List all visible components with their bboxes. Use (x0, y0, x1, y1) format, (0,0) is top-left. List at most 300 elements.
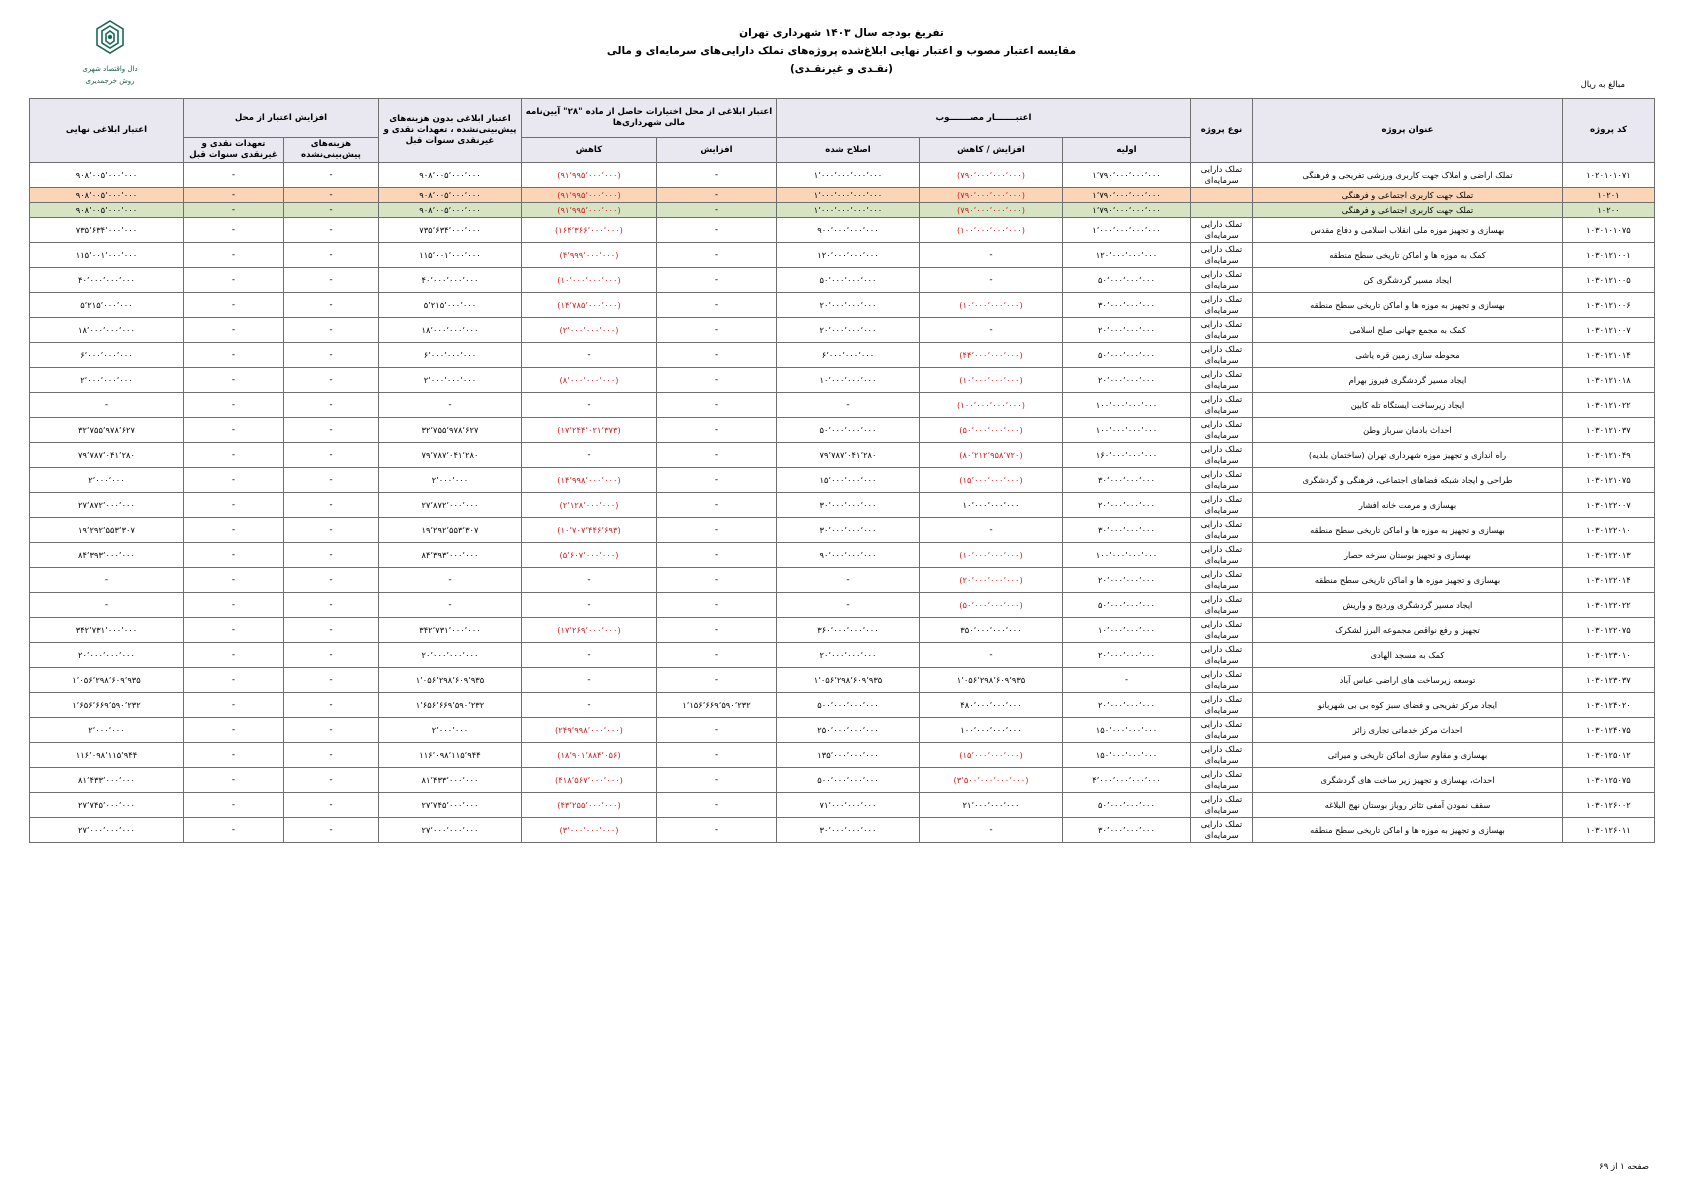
cell-prior-commitments: - (183, 368, 283, 393)
cell-initial: ۳۰٬۰۰۰٬۰۰۰٬۰۰۰ (1063, 518, 1191, 543)
th-code: کد پروژه (1563, 99, 1655, 163)
cell-article28-increase: - (656, 818, 776, 843)
cell-increase-decrease: - (920, 268, 1063, 293)
table-row (29, 418, 1654, 443)
table-row (29, 493, 1654, 518)
cell-unforeseen-costs: - (283, 188, 378, 203)
cell-prior-commitments: - (183, 343, 283, 368)
cell-revised: ۳۰٬۰۰۰٬۰۰۰٬۰۰۰ (776, 818, 919, 843)
cell-unforeseen-costs: - (283, 518, 378, 543)
th-initial: اولیه (1063, 138, 1191, 163)
cell-increase-decrease: ۳۵۰٬۰۰۰٬۰۰۰٬۰۰۰ (920, 618, 1063, 643)
cell-article28-increase: - (656, 218, 776, 243)
report-title-line-1: تفریغ بودجه سال ۱۴۰۳ شهرداری تهران (739, 27, 944, 39)
cell-unforeseen-costs: - (283, 718, 378, 743)
cell-unforeseen-costs: - (283, 243, 378, 268)
cell-prior-commitments: - (183, 163, 283, 188)
th-revised: اصلاح شده (776, 138, 919, 163)
cell-prior-commitments: - (183, 693, 283, 718)
th-increase-from-group: افزایش اعتبار از محل (183, 99, 378, 138)
cell-revised: - (776, 568, 919, 593)
cell-final: - (29, 393, 183, 418)
cell-increase-decrease: (۷۹۰٬۰۰۰٬۰۰۰٬۰۰۰) (920, 163, 1063, 188)
units-note: مبالغ به ریال (1580, 80, 1625, 90)
cell-increase-decrease: ۲۱٬۰۰۰٬۰۰۰٬۰۰۰ (920, 793, 1063, 818)
cell-prior-commitments: - (183, 493, 283, 518)
cell-code: ۱۰۲۰۱۰۱۰۷۱ (1563, 163, 1655, 188)
cell-project: بهسازی و مقاوم سازی اماکن تاریخی و میراثی (1253, 743, 1563, 768)
cell-article28-decrease: - (521, 693, 656, 718)
th-without-costs: اعتبار ابلاغی بدون هزینه‌های پیش‌بینی‌نشده ، تعهدات نقدی و غیرنقدی سنوات قبل (378, 99, 521, 163)
cell-code: ۱۰۳۰۱۲۵۰۷۵ (1563, 768, 1655, 793)
cell-unforeseen-costs: - (283, 393, 378, 418)
table-row (29, 818, 1654, 843)
th-increase-decrease: افزایش / کاهش (920, 138, 1063, 163)
cell-code: ۱۰۳۰۱۲۱۰۷۵ (1563, 468, 1655, 493)
cell-unforeseen-costs: - (283, 768, 378, 793)
tehran-municipality-logo (50, 18, 170, 86)
cell-prior-commitments: - (183, 743, 283, 768)
table-row (29, 518, 1654, 543)
cell-initial: ۴٬۰۰۰٬۰۰۰٬۰۰۰٬۰۰۰ (1063, 768, 1191, 793)
cell-article28-increase: - (656, 718, 776, 743)
cell-increase-decrease: (۳٬۵۰۰٬۰۰۰٬۰۰۰٬۰۰۰) (920, 768, 1063, 793)
cell-increase-decrease: (۱۰٬۰۰۰٬۰۰۰٬۰۰۰) (920, 368, 1063, 393)
cell-final: ۲٬۰۰۰٬۰۰۰ (29, 468, 183, 493)
cell-project: تملک جهت کاربری اجتماعی و فرهنگی (1253, 188, 1563, 203)
cell-revised: ۵۰۰٬۰۰۰٬۰۰۰٬۰۰۰ (776, 768, 919, 793)
cell-prior-commitments: - (183, 418, 283, 443)
th-decrease: کاهش (521, 138, 656, 163)
table-row (29, 218, 1654, 243)
cell-without-costs: ۲٬۰۰۰٬۰۰۰ (378, 718, 521, 743)
report-title-line-3: (نقـدی و غیرنقـدی) (790, 63, 893, 75)
cell-increase-decrease: (۱۵٬۰۰۰٬۰۰۰٬۰۰۰) (920, 743, 1063, 768)
cell-article28-decrease: (۲٬۰۰۰٬۰۰۰٬۰۰۰) (521, 318, 656, 343)
cell-project: کمک به مجمع جهانی صلح اسلامی (1253, 318, 1563, 343)
cell-initial: ۲۰٬۰۰۰٬۰۰۰٬۰۰۰ (1063, 568, 1191, 593)
table-row (29, 243, 1654, 268)
cell-final: ۸۱٬۴۳۳٬۰۰۰٬۰۰۰ (29, 768, 183, 793)
cell-code: ۱۰۳۰۱۲۴۰۷۵ (1563, 718, 1655, 743)
cell-project: راه اندازی و تجهیز موزه شهرداری تهران (ساختمان بلدیه) (1253, 443, 1563, 468)
cell-unforeseen-costs: - (283, 743, 378, 768)
cell-project-type: تملک دارایی سرمایه‌ای (1191, 793, 1253, 818)
cell-increase-decrease: (۱۰٬۰۰۰٬۰۰۰٬۰۰۰) (920, 293, 1063, 318)
cell-project: ایجاد مرکز تفریحی و فضای سبز کوه بی بی شهربانو (1253, 693, 1563, 718)
cell-prior-commitments: - (183, 218, 283, 243)
table-row (29, 618, 1654, 643)
cell-article28-decrease: - (521, 643, 656, 668)
cell-without-costs: ۶٬۰۰۰٬۰۰۰٬۰۰۰ (378, 343, 521, 368)
table-row (29, 468, 1654, 493)
cell-increase-decrease: - (920, 818, 1063, 843)
cell-prior-commitments: - (183, 393, 283, 418)
cell-article28-increase: - (656, 443, 776, 468)
cell-increase-decrease: (۱۰٬۰۰۰٬۰۰۰٬۰۰۰) (920, 543, 1063, 568)
cell-initial: ۳۰٬۰۰۰٬۰۰۰٬۰۰۰ (1063, 818, 1191, 843)
cell-initial: ۱۲۰٬۰۰۰٬۰۰۰٬۰۰۰ (1063, 243, 1191, 268)
cell-project-type: تملک دارایی سرمایه‌ای (1191, 368, 1253, 393)
cell-without-costs: ۱٬۶۵۶٬۶۶۹٬۵۹۰٬۲۳۲ (378, 693, 521, 718)
cell-unforeseen-costs: - (283, 593, 378, 618)
cell-without-costs: ۲٬۰۰۰٬۰۰۰٬۰۰۰ (378, 368, 521, 393)
cell-revised: ۶٬۰۰۰٬۰۰۰٬۰۰۰ (776, 343, 919, 368)
th-approved-group: اعتبـــــــار مصـــــــوب (776, 99, 1190, 138)
cell-project-type: تملک دارایی سرمایه‌ای (1191, 468, 1253, 493)
cell-increase-decrease: (۵۰٬۰۰۰٬۰۰۰٬۰۰۰) (920, 593, 1063, 618)
cell-unforeseen-costs: - (283, 618, 378, 643)
cell-without-costs: ۱۱۶٬۰۹۸٬۱۱۵٬۹۴۴ (378, 743, 521, 768)
cell-code: ۱۰۳۰۱۲۲۰۰۷ (1563, 493, 1655, 518)
cell-increase-decrease: (۴۴٬۰۰۰٬۰۰۰٬۰۰۰) (920, 343, 1063, 368)
cell-project: ایجاد زیرساخت ایستگاه تله کابین (1253, 393, 1563, 418)
cell-prior-commitments: - (183, 203, 283, 218)
cell-unforeseen-costs: - (283, 818, 378, 843)
cell-prior-commitments: - (183, 518, 283, 543)
cell-without-costs: ۲۷٬۷۴۵٬۰۰۰٬۰۰۰ (378, 793, 521, 818)
cell-without-costs: ۹۰۸٬۰۰۵٬۰۰۰٬۰۰۰ (378, 203, 521, 218)
cell-article28-decrease: (۱۸٬۹۰۱٬۸۸۴٬۰۵۶) (521, 743, 656, 768)
cell-without-costs: - (378, 568, 521, 593)
cell-article28-increase: - (656, 518, 776, 543)
logo-caption-2: روش خرجمدیری (85, 77, 135, 85)
cell-project-type: تملک دارایی سرمایه‌ای (1191, 643, 1253, 668)
cell-without-costs: ۷۳۵٬۶۳۴٬۰۰۰٬۰۰۰ (378, 218, 521, 243)
table-row (29, 668, 1654, 693)
cell-without-costs: - (378, 593, 521, 618)
cell-article28-decrease: (۱۷٬۲۴۴٬۰۲۱٬۳۷۳) (521, 418, 656, 443)
cell-project: بهسازی و تجهیز بوستان سرخه حصار (1253, 543, 1563, 568)
cell-article28-increase: - (656, 203, 776, 218)
cell-final: ۲٬۰۰۰٬۰۰۰٬۰۰۰ (29, 368, 183, 393)
cell-initial: ۵۰٬۰۰۰٬۰۰۰٬۰۰۰ (1063, 793, 1191, 818)
cell-prior-commitments: - (183, 718, 283, 743)
cell-final: ۱۹٬۲۹۲٬۵۵۳٬۳۰۷ (29, 518, 183, 543)
cell-increase-decrease: ۱٬۰۵۶٬۲۹۸٬۶۰۹٬۹۳۵ (920, 668, 1063, 693)
cell-increase-decrease: (۵۰٬۰۰۰٬۰۰۰٬۰۰۰) (920, 418, 1063, 443)
cell-project: سقف نمودن آمفی تئاتر روباز بوستان نهج البلاغه (1253, 793, 1563, 818)
cell-revised: ۲۰٬۰۰۰٬۰۰۰٬۰۰۰ (776, 643, 919, 668)
cell-unforeseen-costs: - (283, 468, 378, 493)
cell-initial: ۲۰٬۰۰۰٬۰۰۰٬۰۰۰ (1063, 643, 1191, 668)
cell-revised: ۱٬۰۰۰٬۰۰۰٬۰۰۰٬۰۰۰ (776, 203, 919, 218)
cell-project-type: تملک دارایی سرمایه‌ای (1191, 768, 1253, 793)
cell-project: بهسازی و تجهیز به موزه ها و اماکن تاریخی سطح منطقه (1253, 818, 1563, 843)
cell-without-costs: ۲٬۰۰۰٬۰۰۰ (378, 468, 521, 493)
cell-revised: ۹۰٬۰۰۰٬۰۰۰٬۰۰۰ (776, 543, 919, 568)
cell-prior-commitments: - (183, 318, 283, 343)
title-block (28, 14, 1655, 78)
cell-article28-decrease: - (521, 393, 656, 418)
cell-code: ۱۰۳۰۱۲۵۰۱۲ (1563, 743, 1655, 768)
cell-article28-decrease: (۲۴۹٬۹۹۸٬۰۰۰٬۰۰۰) (521, 718, 656, 743)
cell-final: ۱۱۶٬۰۹۸٬۱۱۵٬۹۴۴ (29, 743, 183, 768)
cell-project-type: تملک دارایی سرمایه‌ای (1191, 343, 1253, 368)
cell-revised: ۳۶۰٬۰۰۰٬۰۰۰٬۰۰۰ (776, 618, 919, 643)
table-header (29, 99, 1654, 163)
cell-project-type: تملک دارایی سرمایه‌ای (1191, 443, 1253, 468)
cell-code: ۱۰۳۰۱۲۱۰۰۶ (1563, 293, 1655, 318)
cell-final: ۹۰۸٬۰۰۵٬۰۰۰٬۰۰۰ (29, 188, 183, 203)
cell-prior-commitments: - (183, 618, 283, 643)
cell-project-type: تملک دارایی سرمایه‌ای (1191, 618, 1253, 643)
cell-without-costs: ۸۴٬۳۹۳٬۰۰۰٬۰۰۰ (378, 543, 521, 568)
cell-article28-increase: - (656, 618, 776, 643)
cell-project-type: تملک دارایی سرمایه‌ای (1191, 518, 1253, 543)
cell-prior-commitments: - (183, 568, 283, 593)
cell-final: ۱۸٬۰۰۰٬۰۰۰٬۰۰۰ (29, 318, 183, 343)
cell-code: ۱۰۳۰۱۲۴۰۲۰ (1563, 693, 1655, 718)
cell-revised: ۷۱٬۰۰۰٬۰۰۰٬۰۰۰ (776, 793, 919, 818)
cell-project-type: تملک دارایی سرمایه‌ای (1191, 418, 1253, 443)
cell-initial: ۵۰٬۰۰۰٬۰۰۰٬۰۰۰ (1063, 343, 1191, 368)
cell-article28-increase: - (656, 368, 776, 393)
cell-article28-decrease: (۳٬۰۰۰٬۰۰۰٬۰۰۰) (521, 818, 656, 843)
budget-table (29, 98, 1655, 843)
cell-project: محوطه سازی زمین قره یاشی (1253, 343, 1563, 368)
cell-prior-commitments: - (183, 293, 283, 318)
th-final: اعتبار ابلاغی نهایی (29, 99, 183, 163)
cell-article28-decrease: (۹۱٬۹۹۵٬۰۰۰٬۰۰۰) (521, 203, 656, 218)
cell-unforeseen-costs: - (283, 493, 378, 518)
cell-article28-increase: - (656, 188, 776, 203)
cell-prior-commitments: - (183, 793, 283, 818)
cell-article28-decrease: (۱۰٬۰۰۰٬۰۰۰٬۰۰۰) (521, 268, 656, 293)
th-project-type: نوع پروژه (1191, 99, 1253, 163)
cell-article28-increase: ۱٬۱۵۶٬۶۶۹٬۵۹۰٬۲۳۲ (656, 693, 776, 718)
cell-without-costs: ۱٬۰۵۶٬۲۹۸٬۶۰۹٬۹۳۵ (378, 668, 521, 693)
cell-project: بهسازی و تجهیز به موزه ها و اماکن تاریخی سطح منطقه (1253, 518, 1563, 543)
cell-article28-decrease: (۱۷٬۲۶۹٬۰۰۰٬۰۰۰) (521, 618, 656, 643)
cell-unforeseen-costs: - (283, 668, 378, 693)
cell-without-costs: ۷۹٬۷۸۷٬۰۴۱٬۲۸۰ (378, 443, 521, 468)
cell-revised: ۲۰٬۰۰۰٬۰۰۰٬۰۰۰ (776, 293, 919, 318)
cell-unforeseen-costs: - (283, 418, 378, 443)
cell-project-type: تملک دارایی سرمایه‌ای (1191, 693, 1253, 718)
cell-final: ۲۷٬۷۴۵٬۰۰۰٬۰۰۰ (29, 793, 183, 818)
cell-without-costs: ۱۱۵٬۰۰۱٬۰۰۰٬۰۰۰ (378, 243, 521, 268)
cell-revised: ۵۰۰٬۰۰۰٬۰۰۰٬۰۰۰ (776, 693, 919, 718)
table-row (29, 293, 1654, 318)
cell-final: ۳۴۲٬۷۳۱٬۰۰۰٬۰۰۰ (29, 618, 183, 643)
cell-increase-decrease: (۱۰۰٬۰۰۰٬۰۰۰٬۰۰۰) (920, 218, 1063, 243)
cell-without-costs: ۲۷٬۰۰۰٬۰۰۰٬۰۰۰ (378, 818, 521, 843)
logo-caption-1: دال واقتصاد شهری (82, 65, 138, 73)
cell-final: ۸۴٬۳۹۳٬۰۰۰٬۰۰۰ (29, 543, 183, 568)
cell-initial: - (1063, 668, 1191, 693)
th-article28-group: اعتبار ابلاغی از محل اختیارات حاصل از ماده "۲۸" آیین‌نامه مالی شهرداری‌ها (521, 99, 776, 138)
cell-revised: ۱۵٬۰۰۰٬۰۰۰٬۰۰۰ (776, 468, 919, 493)
cell-initial: ۱۵۰٬۰۰۰٬۰۰۰٬۰۰۰ (1063, 743, 1191, 768)
cell-without-costs: ۵٬۲۱۵٬۰۰۰٬۰۰۰ (378, 293, 521, 318)
cell-increase-decrease: ۴۸۰٬۰۰۰٬۰۰۰٬۰۰۰ (920, 693, 1063, 718)
cell-project: کمک به مسجد الهادی (1253, 643, 1563, 668)
cell-article28-decrease: (۴۱۸٬۵۶۷٬۰۰۰٬۰۰۰) (521, 768, 656, 793)
cell-initial: ۱٬۰۰۰٬۰۰۰٬۰۰۰٬۰۰۰ (1063, 218, 1191, 243)
cell-without-costs: ۱۹٬۲۹۲٬۵۵۳٬۳۰۷ (378, 518, 521, 543)
cell-article28-decrease: - (521, 593, 656, 618)
cell-project: تملک اراضی و املاک جهت کاربری ورزشی تفریحی و فرهنگی (1253, 163, 1563, 188)
cell-unforeseen-costs: - (283, 693, 378, 718)
cell-project: بهسازی و تجهیز موزه ها و اماکن تاریخی سطح منطقه (1253, 568, 1563, 593)
report-title-line-2: مقایسه اعتبار مصوب و اعتبار نهایی ابلاغ‌شده پروژه‌های تملک دارایی‌های سرمایه‌ای و مالی (606, 45, 1077, 57)
cell-unforeseen-costs: - (283, 643, 378, 668)
cell-revised: ۹۰۰٬۰۰۰٬۰۰۰٬۰۰۰ (776, 218, 919, 243)
cell-final: ۷۹٬۷۸۷٬۰۴۱٬۲۸۰ (29, 443, 183, 468)
cell-project-type: تملک دارایی سرمایه‌ای (1191, 593, 1253, 618)
cell-final: ۳۲٬۷۵۵٬۹۷۸٬۶۲۷ (29, 418, 183, 443)
cell-article28-increase: - (656, 393, 776, 418)
cell-revised: ۲۰٬۰۰۰٬۰۰۰٬۰۰۰ (776, 318, 919, 343)
cell-article28-decrease: - (521, 343, 656, 368)
cell-increase-decrease: - (920, 318, 1063, 343)
cell-unforeseen-costs: - (283, 218, 378, 243)
table-row (29, 693, 1654, 718)
table-row (29, 768, 1654, 793)
cell-project: ایجاد مسیر گردشگری فیروز بهرام (1253, 368, 1563, 393)
cell-article28-increase: - (656, 668, 776, 693)
cell-project-type: تملک دارایی سرمایه‌ای (1191, 568, 1253, 593)
cell-increase-decrease: (۸۰٬۲۱۲٬۹۵۸٬۷۲۰) (920, 443, 1063, 468)
cell-project: احداث، بهسازی و تجهیز زیر ساخت های گردشگری (1253, 768, 1563, 793)
th-project: عنوان پروژه (1253, 99, 1563, 163)
cell-unforeseen-costs: - (283, 293, 378, 318)
cell-article28-decrease: - (521, 443, 656, 468)
cell-project-type: تملک دارایی سرمایه‌ای (1191, 743, 1253, 768)
cell-revised: ۱٬۰۵۶٬۲۹۸٬۶۰۹٬۹۳۵ (776, 668, 919, 693)
table-header-row-group (29, 99, 1654, 138)
cell-final: ۲۷٬۰۰۰٬۰۰۰٬۰۰۰ (29, 818, 183, 843)
cell-initial: ۱۰۰٬۰۰۰٬۰۰۰٬۰۰۰ (1063, 418, 1191, 443)
cell-project: کمک به موزه ها و اماکن تاریخی سطح منطقه (1253, 243, 1563, 268)
table-row (29, 203, 1654, 218)
cell-initial: ۱۵۰٬۰۰۰٬۰۰۰٬۰۰۰ (1063, 718, 1191, 743)
cell-article28-increase: - (656, 293, 776, 318)
cell-final: - (29, 593, 183, 618)
cell-article28-decrease: - (521, 568, 656, 593)
cell-initial: ۲۰٬۰۰۰٬۰۰۰٬۰۰۰ (1063, 318, 1191, 343)
cell-without-costs: ۲۰٬۰۰۰٬۰۰۰٬۰۰۰ (378, 643, 521, 668)
table-row (29, 368, 1654, 393)
table-row (29, 268, 1654, 293)
cell-project-type: تملک دارایی سرمایه‌ای (1191, 318, 1253, 343)
cell-unforeseen-costs: - (283, 343, 378, 368)
cell-article28-decrease: (۹۱٬۹۹۵٬۰۰۰٬۰۰۰) (521, 163, 656, 188)
cell-project: ایجاد مسیر گردشگری کن (1253, 268, 1563, 293)
cell-revised: ۳۰٬۰۰۰٬۰۰۰٬۰۰۰ (776, 518, 919, 543)
table-body (29, 163, 1654, 843)
document-header (28, 14, 1655, 92)
cell-article28-increase: - (656, 318, 776, 343)
cell-unforeseen-costs: - (283, 443, 378, 468)
cell-code: ۱۰۳۰۱۲۶۰۱۱ (1563, 818, 1655, 843)
cell-project-type: تملک دارایی سرمایه‌ای (1191, 543, 1253, 568)
cell-article28-decrease: (۴۳٬۲۵۵٬۰۰۰٬۰۰۰) (521, 793, 656, 818)
cell-increase-decrease: (۱۵٬۰۰۰٬۰۰۰٬۰۰۰) (920, 468, 1063, 493)
cell-code: ۱۰۳۰۱۲۲۰۱۳ (1563, 543, 1655, 568)
cell-without-costs: ۱۸٬۰۰۰٬۰۰۰٬۰۰۰ (378, 318, 521, 343)
cell-revised: ۱۳۵٬۰۰۰٬۰۰۰٬۰۰۰ (776, 743, 919, 768)
cell-code: ۱۰۳۰۱۲۲۰۲۲ (1563, 593, 1655, 618)
cell-project-type: تملک دارایی سرمایه‌ای (1191, 818, 1253, 843)
cell-article28-decrease: (۱۴٬۹۹۸٬۰۰۰٬۰۰۰) (521, 468, 656, 493)
cell-project: تجهیز و رفع نواقص مجموعه البرز لشکرک (1253, 618, 1563, 643)
cell-without-costs: - (378, 393, 521, 418)
cell-project-type: تملک دارایی سرمایه‌ای (1191, 393, 1253, 418)
cell-revised: ۵۰٬۰۰۰٬۰۰۰٬۰۰۰ (776, 418, 919, 443)
table-row (29, 793, 1654, 818)
cell-initial: ۳۰٬۰۰۰٬۰۰۰٬۰۰۰ (1063, 468, 1191, 493)
table-row (29, 593, 1654, 618)
cell-initial: ۲۰٬۰۰۰٬۰۰۰٬۰۰۰ (1063, 368, 1191, 393)
cell-initial: ۱۰۰٬۰۰۰٬۰۰۰٬۰۰۰ (1063, 543, 1191, 568)
cell-article28-decrease: (۴٬۹۹۹٬۰۰۰٬۰۰۰) (521, 243, 656, 268)
cell-increase-decrease: - (920, 518, 1063, 543)
cell-article28-decrease: (۲٬۱۲۸٬۰۰۰٬۰۰۰) (521, 493, 656, 518)
th-unforeseen-costs: هزینه‌های پیش‌بینی‌نشده (283, 138, 378, 163)
cell-prior-commitments: - (183, 443, 283, 468)
cell-initial: ۵۰٬۰۰۰٬۰۰۰٬۰۰۰ (1063, 593, 1191, 618)
table-row (29, 443, 1654, 468)
cell-project: طراحی و ایجاد شبکه فضاهای اجتماعی، فرهنگی و گردشگری (1253, 468, 1563, 493)
cell-article28-increase: - (656, 418, 776, 443)
page-number: صفحه ۱ از ۶۹ (1599, 1162, 1649, 1172)
cell-final: ۲٬۰۰۰٬۰۰۰ (29, 718, 183, 743)
cell-revised: ۱٬۰۰۰٬۰۰۰٬۰۰۰٬۰۰۰ (776, 188, 919, 203)
cell-unforeseen-costs: - (283, 793, 378, 818)
cell-revised: ۱۲۰٬۰۰۰٬۰۰۰٬۰۰۰ (776, 243, 919, 268)
cell-revised: - (776, 593, 919, 618)
cell-project-type (1191, 188, 1253, 203)
cell-final: ۲۰٬۰۰۰٬۰۰۰٬۰۰۰ (29, 643, 183, 668)
cell-final: ۱٬۰۵۶٬۲۹۸٬۶۰۹٬۹۳۵ (29, 668, 183, 693)
cell-final: ۹۰۸٬۰۰۵٬۰۰۰٬۰۰۰ (29, 203, 183, 218)
cell-article28-decrease: (۵٬۶۰۷٬۰۰۰٬۰۰۰) (521, 543, 656, 568)
cell-unforeseen-costs: - (283, 318, 378, 343)
cell-project: بهسازی و تجهیز به موزه ها و اماکن تاریخی سطح منطقه (1253, 293, 1563, 318)
cell-increase-decrease: (۱۰۰٬۰۰۰٬۰۰۰٬۰۰۰) (920, 393, 1063, 418)
cell-prior-commitments: - (183, 818, 283, 843)
table-row (29, 743, 1654, 768)
cell-article28-increase: - (656, 593, 776, 618)
cell-project-type: تملک دارایی سرمایه‌ای (1191, 493, 1253, 518)
table-row (29, 188, 1654, 203)
cell-project-type (1191, 203, 1253, 218)
cell-increase-decrease: ۱۰۰٬۰۰۰٬۰۰۰٬۰۰۰ (920, 718, 1063, 743)
cell-article28-increase: - (656, 743, 776, 768)
cell-unforeseen-costs: - (283, 543, 378, 568)
table-row (29, 718, 1654, 743)
cell-prior-commitments: - (183, 668, 283, 693)
cell-project: احداث مرکز خدماتی تجاری زائر (1253, 718, 1563, 743)
cell-revised: ۵۰٬۰۰۰٬۰۰۰٬۰۰۰ (776, 268, 919, 293)
cell-prior-commitments: - (183, 543, 283, 568)
cell-final: ۶٬۰۰۰٬۰۰۰٬۰۰۰ (29, 343, 183, 368)
cell-project-type: تملک دارایی سرمایه‌ای (1191, 293, 1253, 318)
cell-revised: - (776, 393, 919, 418)
cell-without-costs: ۳۴۲٬۷۳۱٬۰۰۰٬۰۰۰ (378, 618, 521, 643)
cell-project: احداث بادمان سرباز وطن (1253, 418, 1563, 443)
cell-prior-commitments: - (183, 593, 283, 618)
cell-without-costs: ۴۰٬۰۰۰٬۰۰۰٬۰۰۰ (378, 268, 521, 293)
cell-revised: ۱۰٬۰۰۰٬۰۰۰٬۰۰۰ (776, 368, 919, 393)
cell-increase-decrease: (۷۹۰٬۰۰۰٬۰۰۰٬۰۰۰) (920, 188, 1063, 203)
cell-article28-decrease: (۱۰٬۷۰۷٬۴۴۶٬۶۹۳) (521, 518, 656, 543)
cell-article28-increase: - (656, 568, 776, 593)
cell-revised: ۷۹٬۷۸۷٬۰۴۱٬۲۸۰ (776, 443, 919, 468)
cell-final: ۷۳۵٬۶۳۴٬۰۰۰٬۰۰۰ (29, 218, 183, 243)
